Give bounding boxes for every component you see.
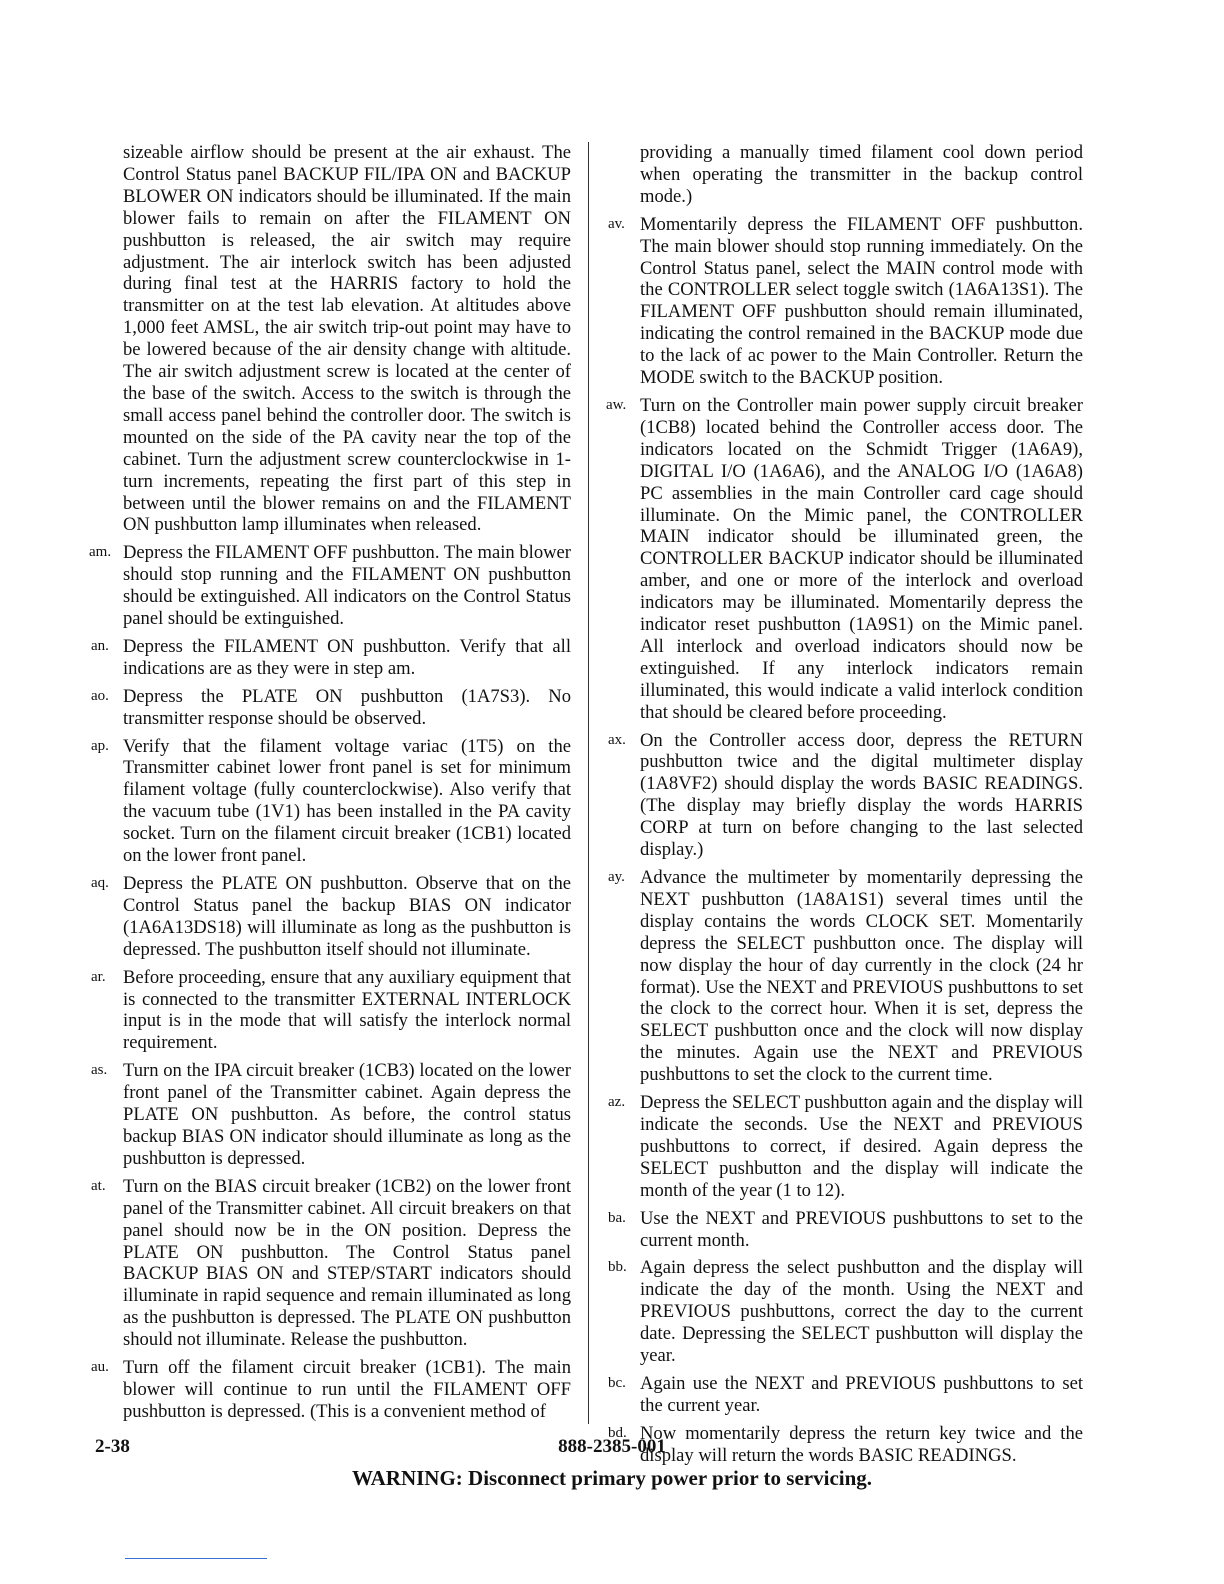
step-text: Verify that the filament voltage variac (1T5) on the Transmitter cabinet lower front panel is set for minimum filament voltage (fully counterclockwise). Also verify that the vacuum tube (1V1) has been installed in the PA cavity socket. Turn on the filament circuit breaker (1CB1) located on the lower front panel.	[123, 735, 571, 867]
step-aq	[91, 873, 571, 961]
step-ao	[91, 685, 571, 730]
step-text: Depress the SELECT pushbutton again and the display will indicate the seconds. Use the NEXT and PREVIOUS pushbuttons to correct, if desired. Again depress the SELECT pushbutton and the display will indicate the month of the year (1 to 12).	[640, 1092, 1083, 1201]
step-text: Before proceeding, ensure that any auxiliary equipment that is connected to the transmitter EXTERNAL INTERLOCK input is in the mode that will satisfy the interlock normal requirement.	[123, 966, 571, 1054]
step-au	[91, 1357, 571, 1423]
step-av	[608, 213, 1083, 389]
step-am	[89, 542, 571, 630]
step-label: bd.	[608, 1424, 627, 1441]
step-label: ay.	[608, 869, 625, 885]
step-text: Advance the multimeter by momentarily depressing the NEXT pushbutton (1A8A1S1) several times until the display contains the words CLOCK SET. Momentarily depress the SELECT pushbutton once. The display will now display the hour of day currently in the clock (24 hr format). Use the NEXT and PREVIOUS pushbuttons to set the clock to the correct hour. When it is set, depress the SELECT pushbutton once and the clock will now display the minutes. Again use the NEXT and PREVIOUS pushbuttons to set the clock to the current time.	[640, 867, 1083, 1086]
warning-banner: WARNING: Disconnect primary power prior to servicing.	[351, 1466, 873, 1490]
left-continuation-paragraph: sizeable airflow should be present at the air exhaust. The Control Status panel BACKUP FIL/IPA ON and BACKUP BLOWER ON indicators should be illuminated. If the main blower fails to remain on after the FILAMENT ON pushbutton is released, the air switch may require adjustment. The air interlock switch has been adjusted during final test at the HARRIS factory to hold the transmitter on at the test lab elevation. At altitudes above 1,000 feet AMSL, the air switch trip-out point may have to be lowered because of the air density change with altitude. The air switch adjustment screw is located at the center of the base of the switch. Access to the switch is through the small access panel behind the controller door. The switch is mounted on the side of the PA cavity near the top of the cabinet. Turn the adjustment screw counterclockwise in 1-turn increments, repeating the first part of this step in between until the blower remains on and the FILAMENT ON pushbutton lamp illuminates when released.	[123, 142, 571, 536]
step-as	[91, 1060, 571, 1170]
right-column	[606, 142, 1083, 1473]
step-label: as.	[91, 1062, 108, 1079]
step-ax	[608, 729, 1083, 861]
right-continuation-paragraph: providing a manually timed filament cool down period when operating the transmitter in the backup control mode.)	[640, 142, 1083, 207]
step-label: bb.	[608, 1259, 627, 1276]
step-text: On the Controller access door, depress the RETURN pushbutton twice and the digital multimeter display (1A8VF2) should display the words BASIC READINGS. (The display may briefly display the words HARRIS CORP at turn on before changing to the last selected display.)	[640, 729, 1083, 861]
step-label: ap.	[91, 737, 109, 754]
step-text: Turn on the IPA circuit breaker (1CB3) located on the lower front panel of the Transmitter cabinet. Again depress the PLATE ON pushbutton. As before, the control status backup BIAS ON indicator should illuminate as long as the pushbutton is depressed.	[123, 1060, 571, 1169]
step-bc	[608, 1372, 1083, 1417]
step-label: ba.	[608, 1209, 626, 1226]
step-ap	[91, 735, 571, 867]
step-label: aw.	[606, 396, 627, 413]
step-label: av.	[608, 215, 625, 232]
step-label: ax.	[608, 731, 626, 748]
step-text: Momentarily depress the FILAMENT OFF pushbutton. The main blower should stop running immediately. On the Control Status panel, select the MAIN control mode with the CONTROLLER select toggle switch (1A6A13S1). The FILAMENT OFF pushbutton should remain illuminated, indicating the control remained in the BACKUP mode due to the lack of ac power to the Main Controller. Return the MODE switch to the BACKUP position.	[640, 213, 1083, 389]
step-text: Depress the FILAMENT ON pushbutton. Verify that all indications are as they were in step am.	[123, 635, 571, 679]
step-at	[91, 1175, 571, 1351]
step-ba	[608, 1207, 1083, 1252]
step-ar	[91, 966, 571, 1055]
step-label: ar.	[91, 968, 106, 985]
step-text: Turn on the BIAS circuit breaker (1CB2) on the lower front panel of the Transmitter cabinet. All circuit breakers on that panel should now be in the ON position. Depress the PLATE ON pushbutton. The Control Status panel BACKUP BIAS ON and STEP/START indicators should illuminate in rapid sequence and remain illuminated as long as the pushbutton is depressed. The PLATE ON pushbutton should not illuminate. Release the pushbutton.	[123, 1175, 571, 1351]
step-label: az.	[608, 1094, 626, 1111]
step-text: Depress the PLATE ON pushbutton. Observe that on the Control Status panel the backup BIAS ON indicator (1A6A13DS18) will illuminate as long as the pushbutton is depressed. The pushbutton itself should not illuminate.	[123, 873, 571, 960]
step-an	[91, 635, 571, 680]
step-text: Now momentarily depress the return key twice and the display will return the words BASIC READINGS.	[640, 1422, 1083, 1466]
step-text: Turn off the filament circuit breaker (1CB1). The main blower will continue to run until the FILAMENT OFF pushbutton is depressed. (This is a convenient method of	[123, 1357, 571, 1422]
left-column	[89, 142, 571, 1429]
step-label: am.	[89, 544, 112, 561]
bottom-rule	[125, 1558, 267, 1559]
step-label: bc.	[608, 1374, 626, 1391]
step-bb	[608, 1257, 1083, 1367]
step-aw	[606, 394, 1083, 724]
step-text: Use the NEXT and PREVIOUS pushbuttons to set to the current month.	[640, 1207, 1083, 1251]
step-text: Again use the NEXT and PREVIOUS pushbuttons to set the current year.	[640, 1372, 1083, 1416]
step-ay	[608, 867, 1083, 1086]
step-text: Depress the FILAMENT OFF pushbutton. The main blower should stop running and the FILAMENT ON pushbutton should be extinguished. All indicators on the Control Status panel should be extinguished.	[123, 542, 571, 630]
step-label: at.	[91, 1177, 106, 1194]
column-divider	[588, 142, 589, 1424]
step-label: ao.	[91, 687, 109, 704]
step-text: Turn on the Controller main power supply circuit breaker (1CB8) located behind the Controller access door. The indicators located on the Schmidt Trigger (1A6A9), DIGITAL I/O (1A6A6), and the ANALOG I/O (1A6A8) PC assemblies in the main Controller card cage should illuminate. On the Mimic panel, the CONTROLLER MAIN indicator should be illuminated green, the CONTROLLER BACKUP indicator should be illuminated amber, and one or more of the interlock and overload indicators may be illuminated. Momentarily depress the indicator reset pushbutton (1A9S1) on the Mimic panel. All interlock and overload indicators should now be extinguished. If any interlock indicators remain illuminated, this would indicate a valid interlock condition that should be cleared before proceeding.	[640, 394, 1083, 723]
document-number: 888-2385-001	[558, 1436, 666, 1457]
step-text: Again depress the select pushbutton and the display will indicate the day of the month. Using the NEXT and PREVIOUS pushbuttons, correct the day to the current date. Depressing the SELECT pushbutton will display the year.	[640, 1257, 1083, 1367]
step-text: Depress the PLATE ON pushbutton (1A7S3). No transmitter response should be observed.	[123, 685, 571, 729]
step-label: au.	[91, 1359, 109, 1376]
step-label: an.	[91, 637, 109, 654]
step-label: aq.	[91, 875, 109, 891]
page-number: 2-38	[95, 1436, 130, 1457]
step-az	[608, 1092, 1083, 1202]
